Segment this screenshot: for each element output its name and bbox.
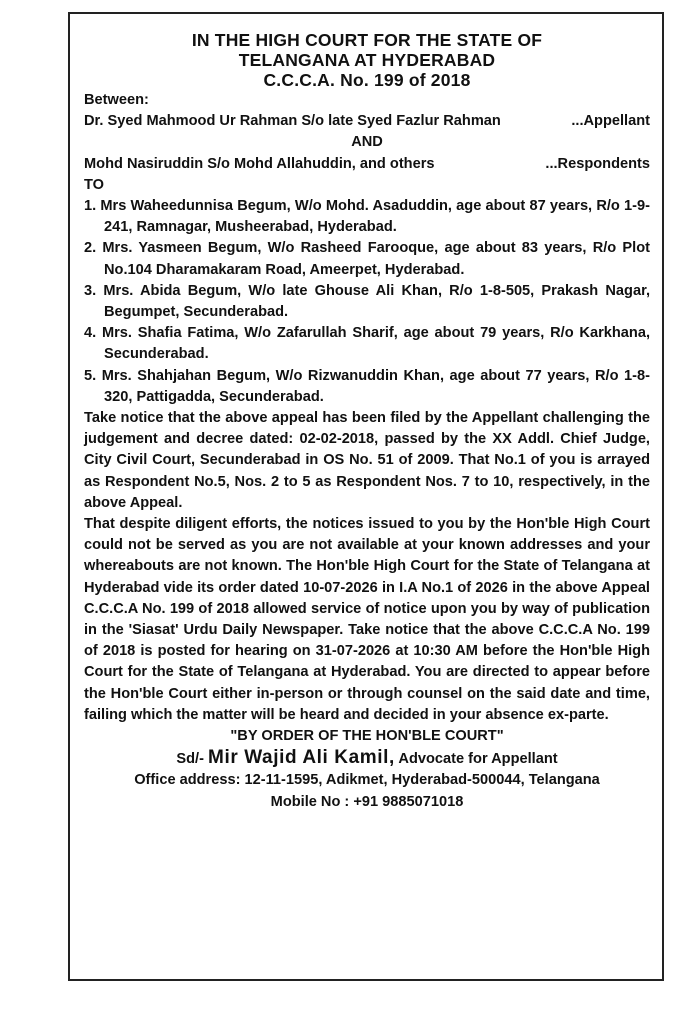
respondent-list <box>84 196 650 408</box>
respondent-name: Mohd Nasiruddin S/o Mohd Allahuddin, and others <box>84 155 435 172</box>
to-label: TO <box>84 176 105 193</box>
advocate-role: Advocate for Appellant <box>398 751 558 768</box>
appellant-role: ...Appellant <box>571 113 650 130</box>
office-address: Office address: 12-11-1595, Adikmet, Hyderabad-500044, Telangana <box>134 772 600 789</box>
respondent-row <box>84 154 650 175</box>
notice-content <box>84 30 650 813</box>
body-paragraph-2: That despite diligent efforts, the notices issued to you by the Hon'ble High Court could not be served as you are not available at your known addresses and your whereabouts are not known. The Hon'ble High Court for the State of Telangana at Hyderabad vide its order dated 10-07-2026 in I.A No.1 of 2026 in the above Appeal C.C.C.A No. 199 of 2018 allowed service of notice upon you by way of publication in the 'Siasat' Urdu Daily Newspaper. Take notice that the above C.C.C.A No. 199 of 2018 is posted for hearing on 31-07-2026 at 10:30 AM before the Hon'ble High Court for the State of Telangana at Hyderabad. You are directed to appear before the Hon'ble Court either in-person or through counsel on the said date and time, failing which the matter will be heard and decided in your absence ex-parte. <box>84 516 650 723</box>
between-label: Between: <box>84 92 149 108</box>
court-name-line1: IN THE HIGH COURT FOR THE STATE OF <box>191 30 543 50</box>
list-item: 2. Mrs. Yasmeen Begum, W/o Rasheed Farooque, age about 83 years, R/o Plot No.104 Dharamakaram Road, Ameerpet, Hyderabad. <box>84 240 650 278</box>
list-item: 4. Mrs. Shafia Fatima, W/o Zafarullah Sharif, age about 79 years, R/o Karkhana, Secunderabad. <box>84 325 650 363</box>
appellant-row <box>84 111 650 132</box>
notice-frame <box>68 12 664 981</box>
and-label: AND <box>351 134 383 151</box>
list-item: 1. Mrs Waheedunnisa Begum, W/o Mohd. Asaduddin, age about 87 years, R/o 1-9-241, Ramnagar, Musheerabad, Hyderabad. <box>84 198 650 236</box>
list-item: 5. Mrs. Shahjahan Begum, W/o Rizwanuddin Khan, age about 77 years, R/o 1-8-320, Pattigadda, Secunderabad. <box>84 367 650 405</box>
court-name-line2: TELANGANA AT HYDERABAD <box>238 50 496 70</box>
signature-line <box>84 747 650 770</box>
sd-label: Sd/- <box>176 751 204 768</box>
case-number: C.C.C.A. No. 199 of 2018 <box>263 70 471 90</box>
appellant-name: Dr. Syed Mahmood Ur Rahman S/o late Syed Fazlur Rahman <box>84 113 501 130</box>
body-paragraph-1: Take notice that the above appeal has been filed by the Appellant challenging the judgement and decree dated: 02-02-2018, passed by the XX Addl. Chief Judge, City Civil Court, Secunderabad in OS No. 51 of 2009. That No.1 of you is arrayed as Respondent No.5, Nos. 2 to 5 as Respondent Nos. 7 to 10, respectively, in the above Appeal. <box>84 410 650 511</box>
mobile-number: Mobile No : +91 9885071018 <box>270 793 464 810</box>
respondent-role: ...Respondents <box>545 155 650 172</box>
list-item: 3. Mrs. Abida Begum, W/o late Ghouse Ali Khan, R/o 1-8-505, Prakash Nagar, Begumpet, Secunderabad. <box>84 282 650 321</box>
by-order-line: "BY ORDER OF THE HON'BLE COURT" <box>230 728 504 745</box>
advocate-name: Mir Wajid Ali Kamil, <box>208 747 395 769</box>
